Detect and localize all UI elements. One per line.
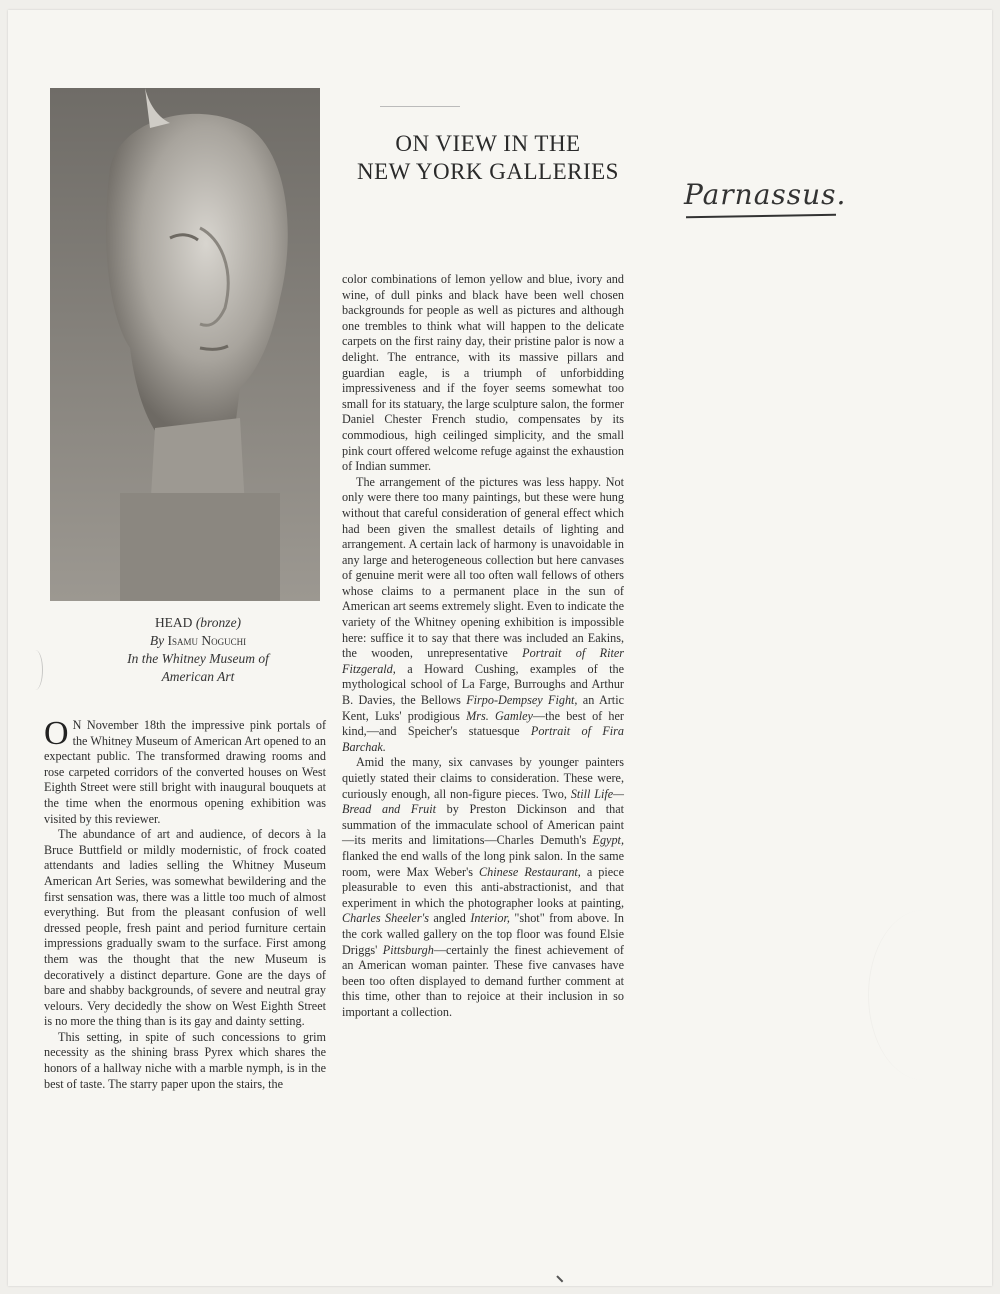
artwork-title: Portrait of Riter Fitzgerald, (342, 646, 625, 676)
caption-work-title: HEAD (154, 615, 193, 630)
artwork-title: Portrait of Fira Barchak. (342, 724, 624, 754)
text-run: Amid the many, six canvases by younger painters quietly stated their claims to consideration. These were, curiously enough, all non-figure pieces. Two, (342, 755, 624, 801)
bleed-through-mark (868, 910, 979, 1080)
text-run: —the best of her kind,—and Speicher's statuesque (342, 708, 624, 739)
caption-location-1: In the Whitney Museum of (127, 651, 269, 666)
page-title (338, 130, 638, 186)
artwork-title: Interior, (470, 911, 510, 926)
article-column-left (44, 715, 326, 1092)
photo-caption (78, 614, 318, 686)
article-paragraph (44, 715, 326, 827)
artwork-title: Pittsburgh (382, 942, 434, 957)
article-paragraph (342, 475, 624, 756)
text-run: an Artic Kent, Luks' prodigious (342, 693, 624, 723)
drop-cap: O (44, 715, 69, 752)
article-paragraph: The abundance of art and audience, of decors à la Bruce Buttfield or mildly modernistic, of frock coated attendants and ladies selling the Whitney Museum American Art Series, was somewhat bewildering and the first sensation was, there was a little too much of almost everything. But from the pleasant confusion of well dressed people, fresh paint and period furniture certain impressions gradually swam to the surface. First among them was the thought that the new Museum is decoratively a distinct departure. Gone are the days of bare and shabby backgrounds, of severe and neutral gray velours. Very decidedly the show on West Eighth Street is no more the thing than is its gay and dainty setting. (44, 827, 326, 1029)
caption-artist: Isamu Noguchi (167, 633, 247, 648)
bronze-head-icon (50, 88, 320, 601)
margin-mark (28, 650, 43, 690)
article-paragraph (342, 755, 624, 1020)
article-paragraph: This setting, in spite of such concessions to grim necessity as the shining brass Pyrex which shares the honors of a hallway niche with a marble nymph, is in the best of taste. The starry paper upon the stairs, the (44, 1029, 326, 1091)
text-run: flanked the end walls of the long pink salon. In the same room, were Max Weber's (342, 848, 624, 879)
artwork-title: Egypt, (592, 833, 624, 848)
paragraph-text: N November 18th the impressive pink portals of the Whitney Museum of American Art opened to an expectant public. The transformed drawing rooms and rose carpeted corridors of the converted houses on West Eighth Street were still bright with inaugural bouquets at the time when the enormous opening exhibition was visited by this reviewer. (44, 718, 326, 826)
artwork-title: Mrs. Gamley (466, 708, 533, 723)
artwork-title: Chinese Restaurant, (479, 864, 581, 879)
article-column-right (342, 272, 624, 1021)
stray-mark (557, 1275, 564, 1282)
caption-location-2: American Art (161, 669, 235, 684)
artwork-title: Firpo-Dempsey Fight, (466, 693, 578, 708)
title-line-2: NEW YORK GALLERIES (357, 159, 619, 184)
sculpture-photo (50, 88, 320, 601)
artwork-title: Still Life—Bread and Fruit (342, 786, 625, 817)
artist-name: Charles Sheeler's (342, 911, 429, 926)
caption-artist-line (78, 632, 318, 650)
caption-work (78, 614, 318, 632)
article-paragraph: color combinations of lemon yellow and blue, ivory and wine, of dull pinks and black have been well chosen backgrounds for people as well as pictures and although one trembles to think what will happen to the delicate carpets on the first rainy day, their pristine palor is now a delight. The entrance, with its massive pillars and guardian eagle, is a triumph of unforbidding impressiveness and if the foyer seems somewhat too small for its statuary, the large sculpture salon, the former Daniel Chester French studio, compensates by its commodious, high ceilinged simplicity, and the small pink court offered welcome refuge against the exhaustion of Indian summer. (342, 272, 624, 474)
text-run: a Howard Cushing, examples of the mythological school of La Farge, Burroughs and Arthur B. Davies, the Bellows (342, 661, 624, 708)
document-page (8, 10, 992, 1286)
text-run: —certainly the finest achievement of an American woman painter. These five canvases have been too often displayed to demand further comment at this time, other than to rejoice at their inclusion in so important a collection. (342, 942, 624, 1019)
text-run: The arrangement of the pictures was less happy. Not only were there too many paintings, but these were hung without that careful consideration of general effect which had been given the smallest details of lighting and arrangement. A certain lack of harmony is unavoidable in any large and heterogeneous collection but here canvases of genuine merit were all too often wall fellows of others whose claims to a permanent place in the sun of American art seems extremely slight. Even to indicate the variety of the Whitney opening exhibition is impossible here: suffice it to say that there was included an Eakins, the wooden, unrepresentative (342, 474, 624, 661)
text-run: a piece pleasurable to even this anti-abstractionist, and that experiment in which the photographer looks at painting, (342, 864, 624, 910)
caption-by: By (149, 633, 165, 648)
title-line-1: ON VIEW IN THE (395, 131, 581, 156)
text-run: "shot" from above. In the cork walled gallery on the top floor was found Elsie Driggs' (342, 911, 624, 957)
text-run: by Preston Dickinson and that summation of the immaculate school of American paint—its merits and limitations—Charles Demuth's (342, 802, 624, 848)
handwritten-annotation: Parnassus. (684, 178, 847, 211)
caption-medium: (bronze) (195, 615, 242, 630)
divider (380, 106, 460, 107)
text-run: angled (428, 911, 471, 926)
annotation-underline (686, 214, 836, 218)
